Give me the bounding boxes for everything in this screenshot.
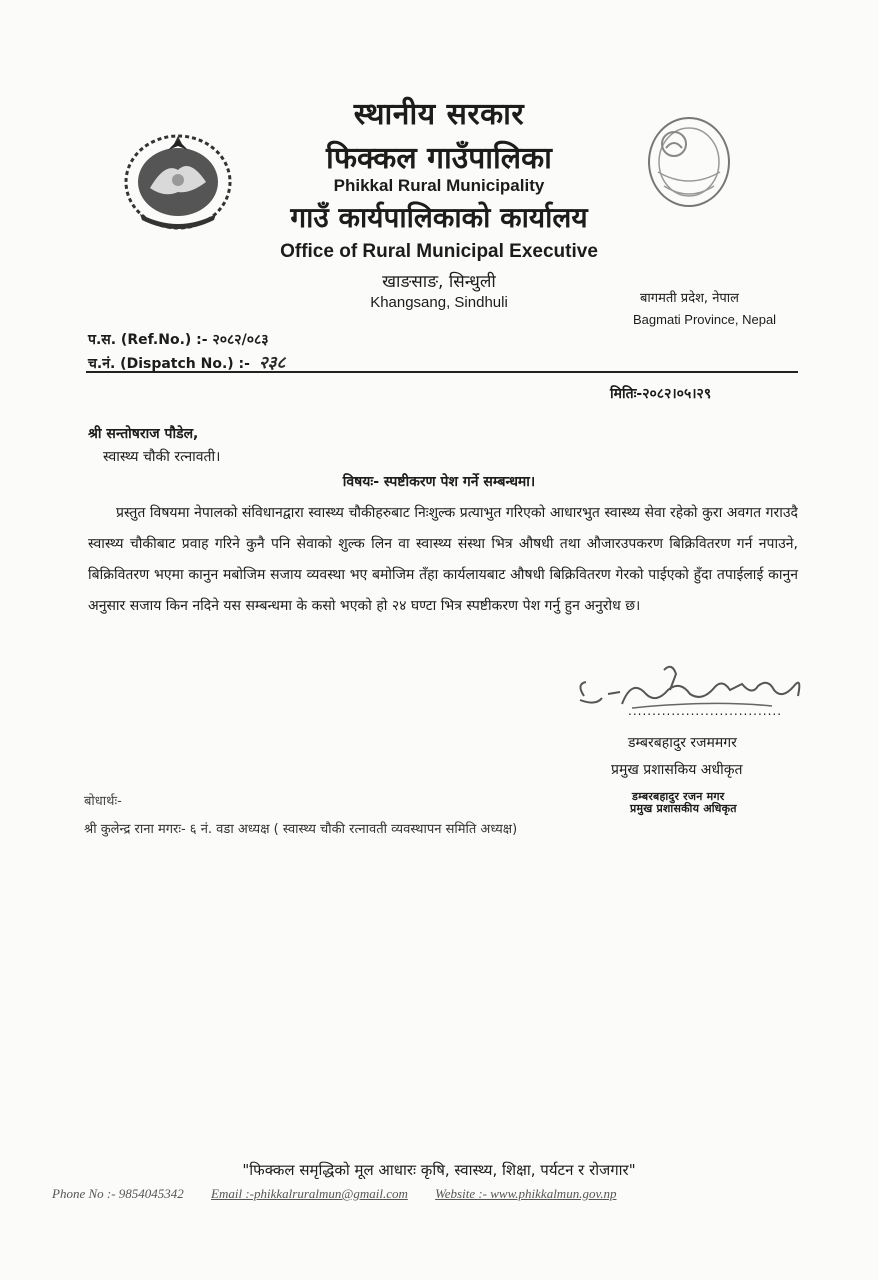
cc-recipient: श्री कुलेन्द्र राना मगरः- ६ नं. वडा अध्यक्ष ( स्वास्थ्य चौकी रत्नावती व्यवस्थापन समिति अध्यक्ष) — [84, 822, 518, 837]
footer-slogan: "फिक्कल समृद्धिको मूल आधारः कृषि, स्वास्थ्य, शिक्षा, पर्यटन र रोजगार" — [242, 1161, 636, 1179]
header-location-dev: खाङसाङ, सिन्धुली — [382, 272, 496, 292]
dispatch-value: २३८ — [258, 353, 286, 373]
reference-number — [88, 330, 269, 349]
dispatch-number — [88, 350, 285, 373]
footer-email[interactable]: Email :-phikkalruralmun@gmail.com — [211, 1186, 408, 1201]
province-en: Bagmati Province, Nepal — [633, 312, 777, 327]
recipient-name: श्री सन्तोषराज पौडेल, — [88, 426, 199, 442]
dispatch-label: च.नं. (Dispatch No.) :- — [88, 356, 250, 372]
footer-contact — [52, 1186, 641, 1202]
header-location-en: Khangsang, Sindhuli — [370, 294, 508, 311]
letter-body: प्रस्तुत विषयमा नेपालको संविधानद्वारा स्वास्थ्य चौकीहरुबाट निःशुल्क प्रत्याभुत गरिएको आधारभुत स्वास्थ्य सेवा रहेको कुरा अवगत गराउदै स्वास्थ्य चौकीबाट प्रवाह गरिने कुनै पनि सेवाको शुल्क लिन वा स्वास्थ्य संस्था भित्र औषधी तथा औजारउपकरण बिक्रिवितरण गर्न नपाउने, बिक्रिवितरण भएमा कानुन मबोजिम सजाय व्यवस्था भए बमोजिम तँहा कार्यलायबाट औषधी बिक्रिवितरण गेरको पाईएको हुँदा तपाईलाई कानुन अनुसार सजाय किन नदिने यस सम्बन्धमा के कसो भएको हो २४ घण्टा भित्र स्पष्टीकरण पेश गर्नु हुन अनुरोध छ। — [88, 505, 798, 614]
letter-date: मितिः-२०८२।०५।२९ — [610, 386, 712, 402]
ref-label: प.स. (Ref.No.) :- — [88, 332, 208, 348]
recipient-office: स्वास्थ्य चौकी रत्नावती। — [103, 449, 221, 465]
signatory-name: डम्बरबहादुर रजममगर — [628, 735, 737, 751]
stamp-title: प्रमुख प्रशासकीय अधिकृत — [630, 802, 737, 815]
province-dev: बागमती प्रदेश, नेपाल — [640, 291, 739, 306]
header-municipality-name-dev: फिक्कल गाउँपालिका — [326, 141, 552, 176]
footer-phone: Phone No :- 9854045342 — [52, 1186, 184, 1201]
letter-subject: विषयः- स्पष्टीकरण पेश गर्ने सम्बन्धमा। — [342, 474, 536, 490]
header-local-government: स्थानीय सरकार — [353, 97, 525, 132]
stamp-name: डम्बरबहादुर रजन मगर — [632, 790, 725, 803]
signatory-title: प्रमुख प्रशासकिय अधीकृत — [611, 762, 743, 778]
header-office-dev: गाउँ कार्यपालिकाको कार्यालय — [290, 201, 588, 234]
signature-dots: ................................ — [628, 704, 783, 718]
header-divider — [86, 371, 798, 373]
cc-label: बोधार्थः- — [84, 794, 122, 809]
header-municipality-name-en: Phikkal Rural Municipality — [333, 176, 545, 195]
footer-website[interactable]: Website :- www.phikkalmun.gov.np — [435, 1186, 617, 1201]
header-office-en: Office of Rural Municipal Executive — [280, 241, 598, 262]
ref-value: २०८२/०८३ — [212, 332, 269, 348]
